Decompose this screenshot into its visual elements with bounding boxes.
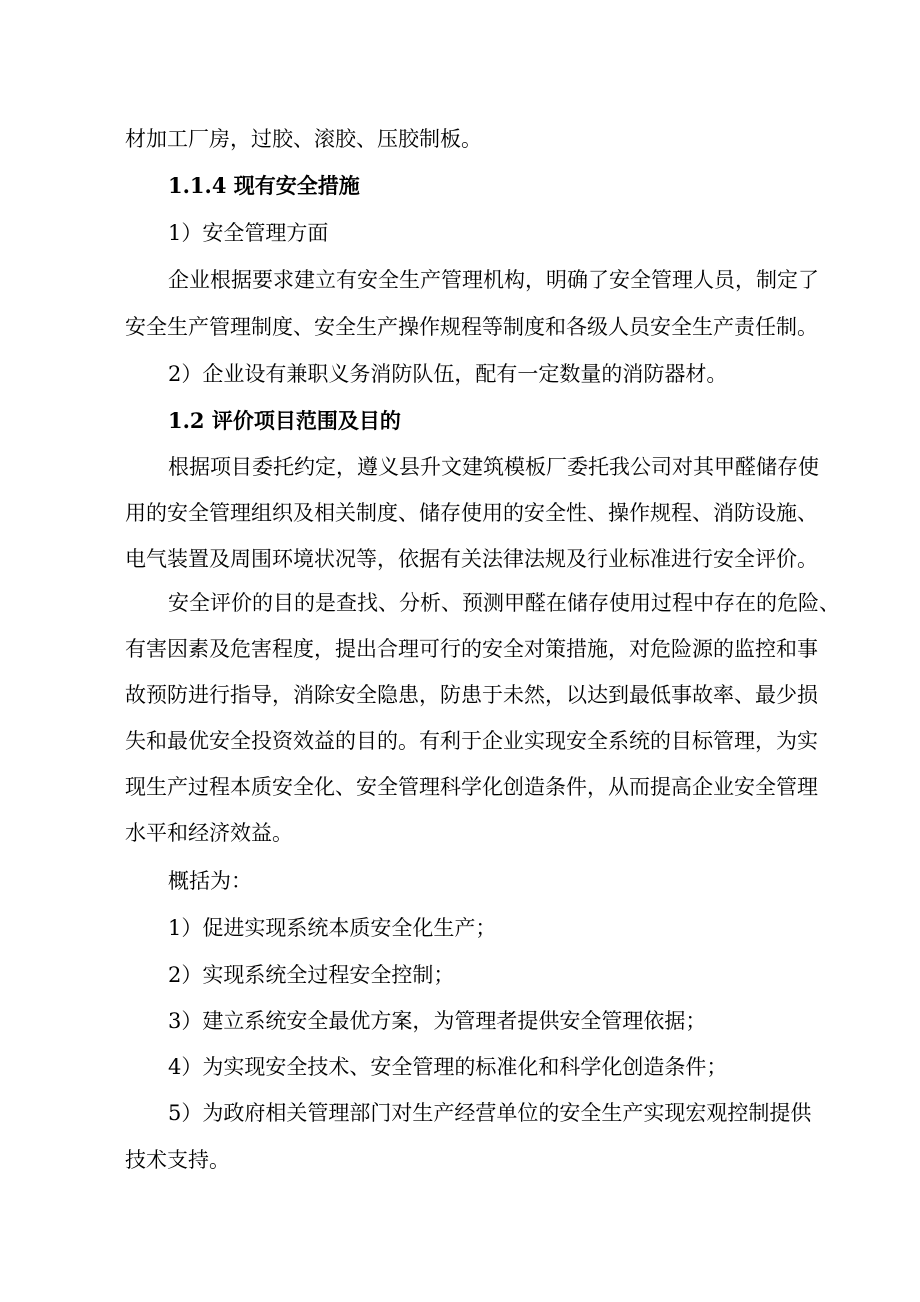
purpose-paragraph-line-5: 现生产过程本质安全化、安全管理科学化创造条件，从而提高企业安全管理 xyxy=(125,775,818,799)
section-1-1-4-heading: 1.1.4 现有安全措施 xyxy=(168,173,360,198)
summary-item-3: 3）建立系统安全最优方案，为管理者提供安全管理依据； xyxy=(168,1009,707,1033)
purpose-paragraph-line-3: 故预防进行指导，消除安全隐患，防患于未然，以达到最低事故率、最少损 xyxy=(125,683,818,707)
continuation-line: 材加工厂房，过胶、滚胶、压胶制板。 xyxy=(125,127,482,151)
item-fire-team: 2）企业设有兼职义务消防队伍，配有一定数量的消防器材。 xyxy=(168,362,728,386)
purpose-paragraph-line-2: 有害因素及危害程度，提出合理可行的安全对策措施，对危险源的监控和事 xyxy=(125,637,818,661)
section-1-2-heading: 1.2 评价项目范围及目的 xyxy=(168,408,401,433)
mgmt-paragraph-line-2: 安全生产管理制度、安全生产操作规程等制度和各级人员安全生产责任制。 xyxy=(125,315,818,339)
scope-paragraph-line-1: 根据项目委托约定，遵义县升文建筑模板厂委托我公司对其甲醛储存使 xyxy=(168,455,819,479)
summary-item-2: 2）实现系统全过程安全控制； xyxy=(168,963,455,987)
purpose-paragraph-line-4: 失和最优安全投资效益的目的。有利于企业实现安全系统的目标管理，为实 xyxy=(125,729,818,753)
item-safety-management: 1）安全管理方面 xyxy=(168,221,329,245)
summary-item-1: 1）促进实现系统本质安全化生产； xyxy=(168,916,497,940)
summary-label: 概括为： xyxy=(168,869,252,893)
purpose-paragraph-line-1: 安全评价的目的是查找、分析、预测甲醛在储存使用过程中存在的危险、 xyxy=(168,591,840,615)
summary-item-5-continuation: 技术支持。 xyxy=(125,1148,230,1172)
scope-paragraph-line-3: 电气装置及周围环境状况等，依据有关法律法规及行业标准进行安全评价。 xyxy=(125,547,818,571)
summary-item-4: 4）为实现安全技术、安全管理的标准化和科学化创造条件； xyxy=(168,1055,728,1079)
mgmt-paragraph-line-1: 企业根据要求建立有安全生产管理机构，明确了安全管理人员，制定了 xyxy=(168,268,819,292)
summary-item-5: 5）为政府相关管理部门对生产经营单位的安全生产实现宏观控制提供 xyxy=(168,1101,812,1125)
purpose-paragraph-line-6: 水平和经济效益。 xyxy=(125,821,293,845)
scope-paragraph-line-2: 用的安全管理组织及相关制度、储存使用的安全性、操作规程、消防设施、 xyxy=(125,501,818,525)
